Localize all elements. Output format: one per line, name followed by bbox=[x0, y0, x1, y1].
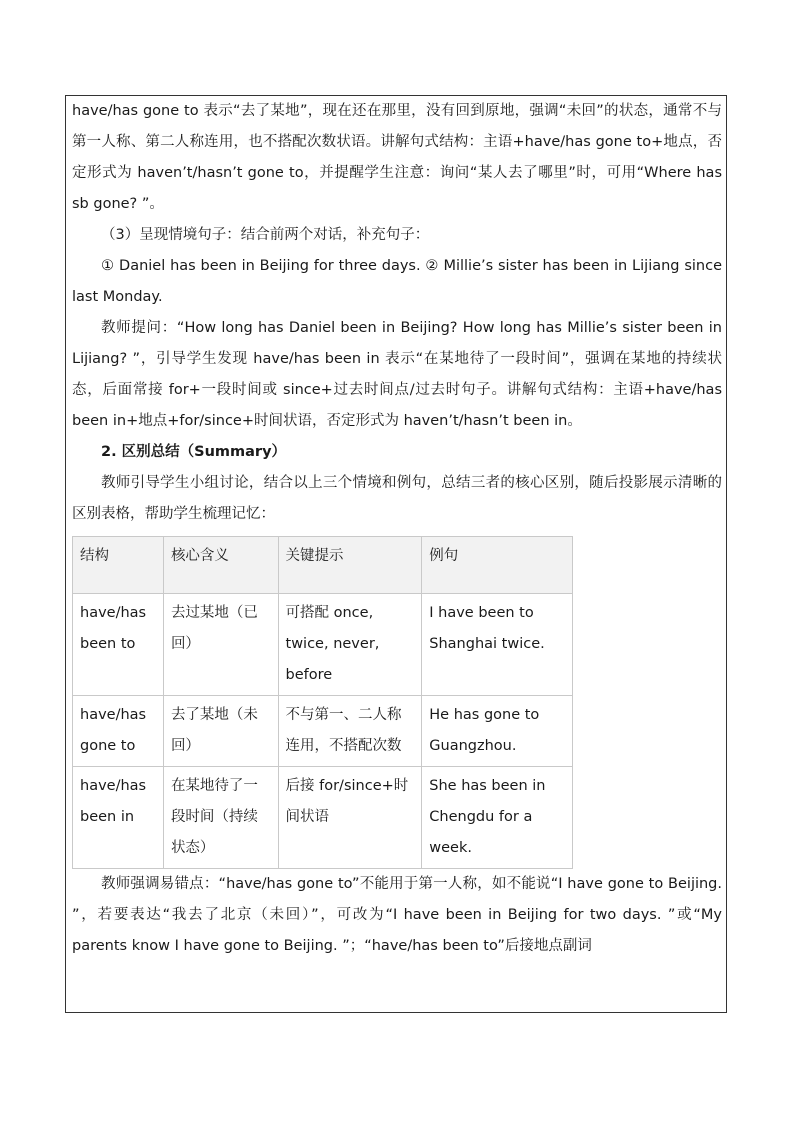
comparison-table bbox=[72, 536, 573, 869]
table-header-cell: 结构 bbox=[73, 537, 164, 594]
paragraph-scenario-3: （3）呈现情境句子：结合前两个对话，补充句子： bbox=[101, 227, 430, 243]
paragraph-example-sentences: ① Daniel has been in Beijing for three days. ② Millie’s sister has been in Lijiang since last Monday. bbox=[72, 258, 722, 305]
section-heading-summary: 2. 区别总结（Summary） bbox=[101, 444, 287, 460]
table-cell: 后接 for/since+时间状语 bbox=[278, 767, 422, 869]
table-cell: have/has been to bbox=[73, 594, 164, 696]
table-row bbox=[73, 767, 573, 869]
table-cell: He has gone to Guangzhou. bbox=[422, 696, 573, 767]
table-cell: I have been to Shanghai twice. bbox=[422, 594, 573, 696]
paragraph-common-mistakes: 教师强调易错点：“have/has gone to”不能用于第一人称，如不能说“I have gone to Beijing. ”，若要表达“我去了北京（未回）”，可改为“I have been in Beijing for two days. ”或“My parents know I have gone to Beijing. ”；“have/has been to”后接地点副词 bbox=[72, 876, 722, 954]
table-cell: 在某地待了一段时间（持续状态） bbox=[163, 767, 278, 869]
document-body bbox=[72, 96, 722, 962]
table-cell: 去了某地（未回） bbox=[163, 696, 278, 767]
paragraph-gone-to-explanation: have/has gone to 表示“去了某地”，现在还在那里，没有回到原地，强调“未回”的状态，通常不与第一人称、第二人称连用，也不搭配次数状语。讲解句式结构：主语+have/has gone to+地点，否定形式为 haven’t/hasn’t gone to，并提醒学生注意：询问“某人去了哪里”时，可用“Where has sb gone? ”。 bbox=[72, 103, 722, 212]
table-cell: 去过某地（已回） bbox=[163, 594, 278, 696]
table-cell: 不与第一、二人称连用，不搭配次数 bbox=[278, 696, 422, 767]
paragraph-summary-intro: 教师引导学生小组讨论，结合以上三个情境和例句，总结三者的核心区别，随后投影展示清晰的区别表格，帮助学生梳理记忆： bbox=[72, 475, 722, 522]
table-header-cell: 关键提示 bbox=[278, 537, 422, 594]
table-header-cell: 核心含义 bbox=[163, 537, 278, 594]
table-cell: have/has been in bbox=[73, 767, 164, 869]
table-cell: have/has gone to bbox=[73, 696, 164, 767]
table-row bbox=[73, 696, 573, 767]
table-cell: 可搭配 once, twice, never, before bbox=[278, 594, 422, 696]
table-row bbox=[73, 594, 573, 696]
table-header-cell: 例句 bbox=[422, 537, 573, 594]
table-cell: She has been in Chengdu for a week. bbox=[422, 767, 573, 869]
table-header-row bbox=[73, 537, 573, 594]
paragraph-teacher-question: 教师提问：“How long has Daniel been in Beijing? How long has Millie’s sister been in Lijiang? ”，引导学生发现 have/has been in 表示“在某地待了一段时间”，强调在某地的持续状态，后面常接 for+一段时间或 since+过去时间点/过去时句子。讲解句式结构：主语+have/has been in+地点+for/since+时间状语，否定形式为 haven’t/hasn’t been in。 bbox=[72, 320, 722, 429]
